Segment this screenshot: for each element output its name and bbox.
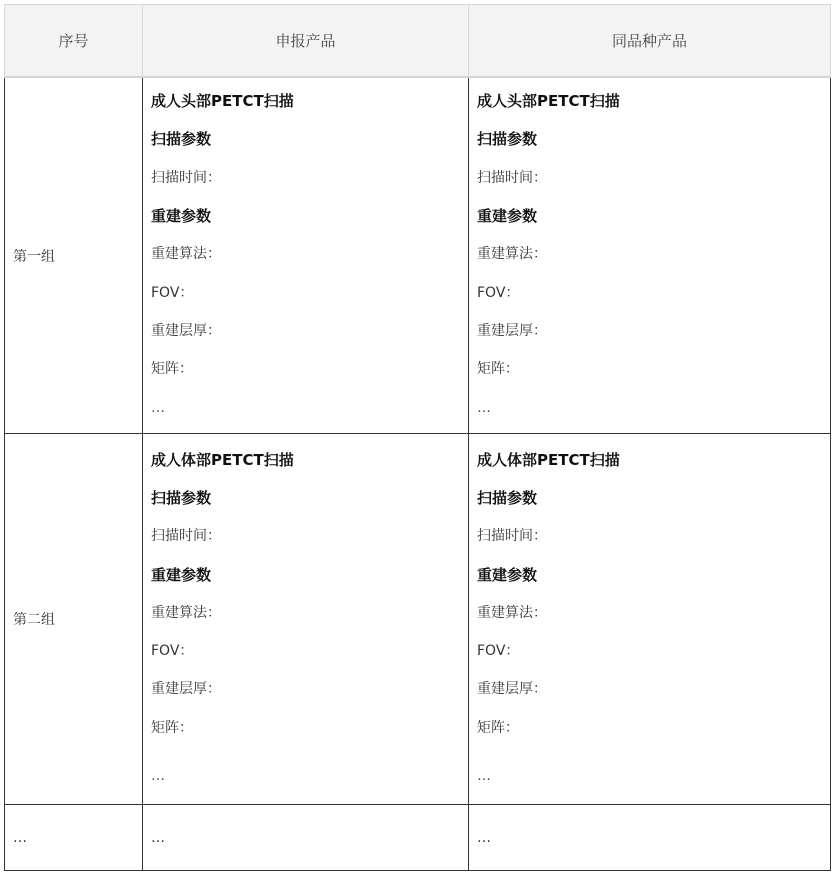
scan-protocol-title: 成人头部PETCT扫描 — [477, 92, 620, 111]
recon-algorithm-label: 重建算法： — [477, 246, 547, 263]
ellipsis: … — [477, 399, 491, 416]
fov-label: FOV： — [477, 643, 520, 660]
recon-algorithm-label: 重建算法： — [151, 604, 221, 621]
declared-cell — [143, 77, 469, 434]
scan-protocol-title: 成人头部PETCT扫描 — [151, 92, 294, 111]
recon-params-heading: 重建参数 — [477, 207, 538, 226]
recon-algorithm-label: 重建算法： — [151, 246, 221, 263]
table-row — [5, 434, 831, 805]
recon-params-heading: 重建参数 — [151, 207, 212, 226]
scan-time-label: 扫描时间： — [477, 528, 547, 545]
table-header — [5, 5, 831, 78]
scan-params-heading: 扫描参数 — [151, 488, 212, 507]
equivalent-cell: … — [469, 805, 831, 871]
row-seq: 第二组 — [5, 434, 143, 805]
matrix-label: 矩阵： — [151, 361, 193, 378]
ellipsis: … — [151, 768, 165, 785]
slice-thickness-label: 重建层厚： — [151, 681, 221, 698]
slice-thickness-label: 重建层厚： — [477, 681, 547, 698]
header-declared-product: 申报产品 — [143, 5, 469, 78]
header-equivalent-product: 同品种产品 — [469, 5, 831, 78]
table-row — [5, 77, 831, 434]
recon-algorithm-label: 重建算法： — [477, 604, 547, 621]
equivalent-cell — [469, 434, 831, 805]
matrix-label: 矩阵： — [477, 361, 519, 378]
matrix-label: 矩阵： — [151, 719, 193, 736]
fov-label: FOV： — [477, 284, 520, 301]
declared-cell — [143, 434, 469, 805]
scan-params-heading: 扫描参数 — [477, 130, 538, 149]
spacer — [477, 747, 822, 757]
spacer — [151, 747, 460, 757]
scan-protocol-title: 成人体部PETCT扫描 — [151, 450, 294, 469]
scan-params-heading: 扫描参数 — [151, 130, 212, 149]
matrix-label: 矩阵： — [477, 719, 519, 736]
equivalent-cell — [469, 77, 831, 434]
header-row — [5, 5, 831, 78]
ellipsis: … — [477, 768, 491, 785]
slice-thickness-label: 重建层厚： — [151, 322, 221, 339]
scan-time-label: 扫描时间： — [477, 169, 547, 186]
scan-params-heading: 扫描参数 — [477, 488, 538, 507]
header-seq: 序号 — [5, 5, 143, 78]
fov-label: FOV： — [151, 643, 194, 660]
scan-protocol-title: 成人体部PETCT扫描 — [477, 450, 620, 469]
slice-thickness-label: 重建层厚： — [477, 322, 547, 339]
comparison-table — [4, 4, 831, 871]
recon-params-heading: 重建参数 — [151, 565, 212, 584]
row-seq: … — [5, 805, 143, 871]
declared-cell: … — [143, 805, 469, 871]
recon-params-heading: 重建参数 — [477, 565, 538, 584]
fov-label: FOV： — [151, 284, 194, 301]
ellipsis: … — [151, 399, 165, 416]
scan-time-label: 扫描时间： — [151, 528, 221, 545]
row-seq: 第一组 — [5, 77, 143, 434]
table-row — [5, 805, 831, 871]
table-body — [5, 77, 831, 871]
scan-time-label: 扫描时间： — [151, 169, 221, 186]
